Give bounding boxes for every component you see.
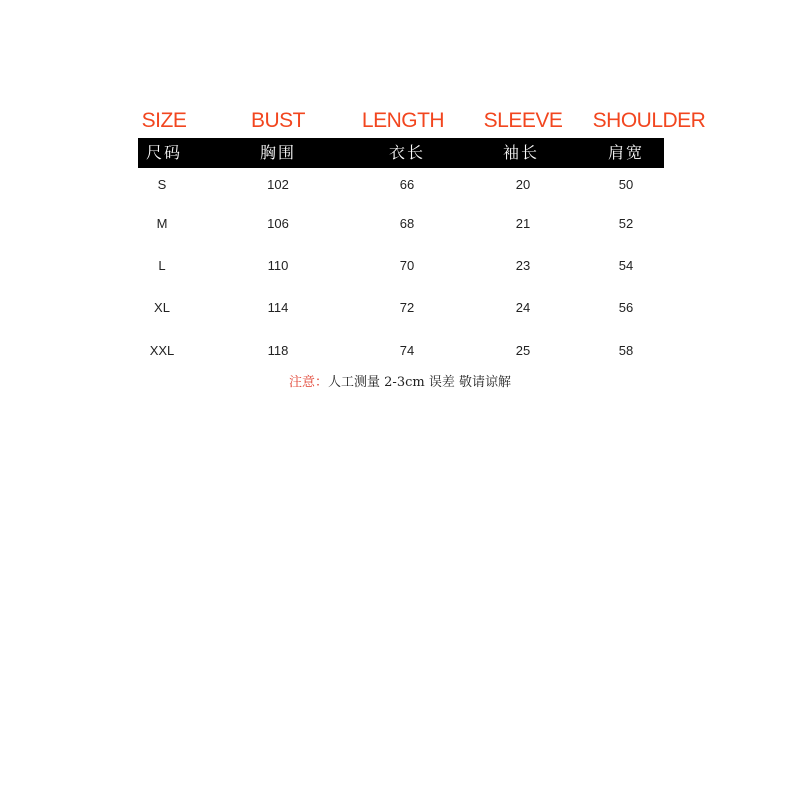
cell-sleeve: 25: [515, 343, 531, 358]
cell-sleeve: 23: [515, 258, 531, 273]
cell-length: 70: [399, 258, 415, 273]
cell-sleeve: 24: [515, 300, 531, 315]
cell-length: 72: [399, 300, 415, 315]
header-bust-en: BUST: [250, 109, 305, 132]
note-text: 人工测量 2-3cm 误差 敬请谅解: [328, 375, 511, 390]
cell-bust: 110: [267, 258, 289, 273]
header-length-cn: 衣长: [388, 143, 425, 162]
cell-shoulder: 54: [618, 258, 634, 273]
cell-sleeve: 21: [515, 216, 531, 231]
cell-shoulder: 56: [618, 300, 634, 315]
cell-sleeve: 20: [515, 177, 531, 192]
header-size-cn: 尺码: [145, 143, 182, 162]
measurement-note: [200, 373, 600, 393]
header-length-en: LENGTH: [361, 109, 445, 132]
cell-shoulder: 58: [618, 343, 634, 358]
cell-bust: 118: [267, 343, 289, 358]
cell-size: XL: [154, 300, 170, 315]
header-sleeve-en: SLEEVE: [483, 109, 563, 132]
cell-size: XXL: [149, 343, 175, 358]
header-shoulder-en: SHOULDER: [592, 109, 706, 132]
cell-size: M: [156, 216, 168, 231]
cell-shoulder: 50: [618, 177, 634, 192]
cell-size: L: [158, 258, 166, 273]
note-lead: 注意：: [289, 375, 329, 390]
cell-bust: 106: [267, 216, 289, 231]
cell-bust: 102: [267, 177, 289, 192]
header-sleeve-cn: 袖长: [502, 143, 539, 162]
cell-bust: 114: [267, 300, 289, 315]
header-size-en: SIZE: [141, 109, 187, 132]
cell-length: 66: [399, 177, 415, 192]
cell-shoulder: 52: [618, 216, 634, 231]
cell-length: 74: [399, 343, 415, 358]
cell-length: 68: [399, 216, 415, 231]
header-bust-cn: 胸围: [259, 143, 296, 162]
cell-size: S: [157, 177, 167, 192]
header-shoulder-cn: 肩宽: [607, 143, 644, 162]
